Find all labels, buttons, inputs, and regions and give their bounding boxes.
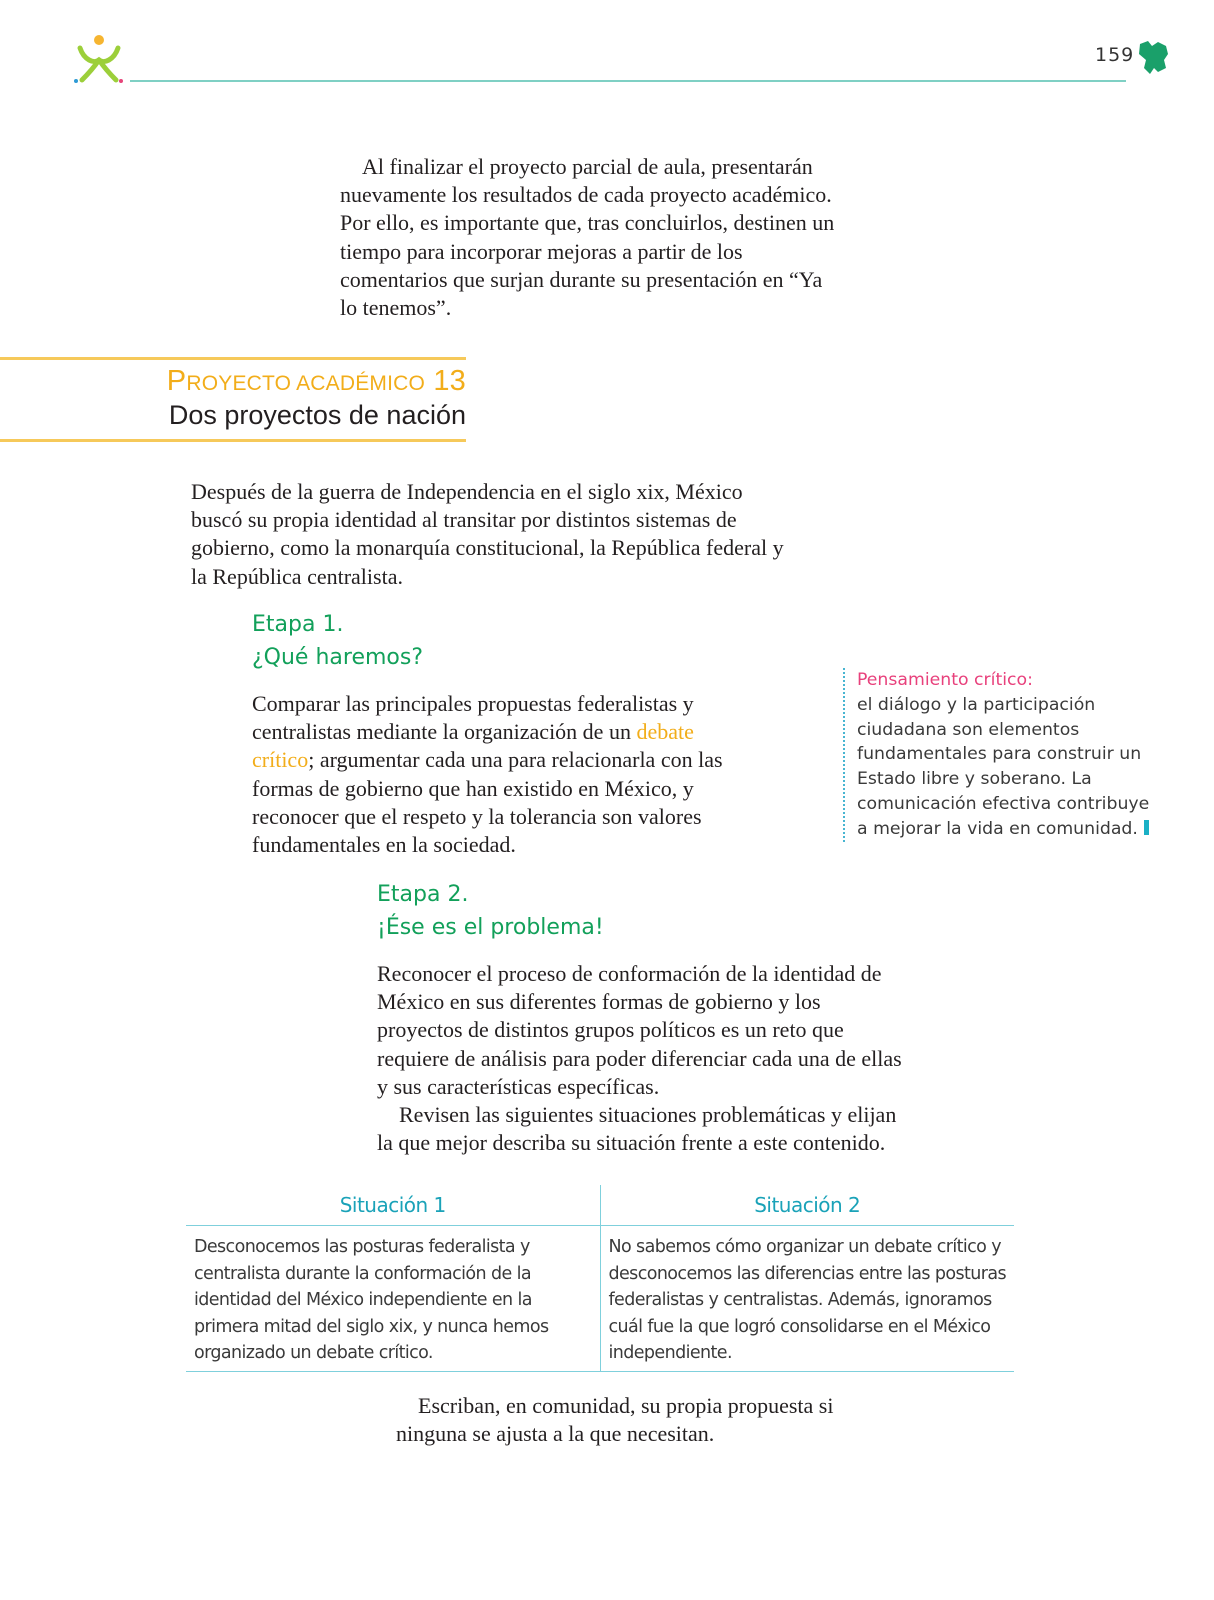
sidebar-body: el diálogo y la participación ciudadana son elementos fundamentales para construir un Estado libre y soberano. La comunicación efectiva contribuye a mejorar la vida en comunidad. — [857, 694, 1150, 839]
situations-table — [186, 1185, 1014, 1372]
stage2-heading — [377, 878, 604, 944]
stage2-label: Etapa 2. — [377, 882, 469, 907]
closing-paragraph: Escriban, en comunidad, su propia propuesta si ninguna se ajusta a la que necesitan. — [396, 1393, 834, 1447]
kicker-initial: P — [166, 365, 187, 397]
intro-paragraph: Al finalizar el proyecto parcial de aula, presentarán nuevamente los resultados de cada proyecto académico. Por ello, es importante que, tras concluirlos, destinen un tiempo para incorporar mejoras a partir de los comentarios que surjan durante su presentación en “Ya lo tenemos”. — [340, 154, 835, 321]
kicker-smallcaps: ROYECTO ACADÉMICO — [186, 372, 426, 395]
community-people-logo-icon — [70, 30, 130, 90]
table-header-row — [186, 1185, 1014, 1226]
situation-1-title: Situación 1 — [186, 1185, 600, 1226]
project-title: Dos proyectos de nación — [168, 400, 466, 430]
stage2-paragraph-2: Revisen las siguientes situaciones problemáticas y elijan la que mejor describa su situación frente a este contenido. — [377, 1102, 897, 1156]
kicker-number: 13 — [433, 365, 466, 397]
stage2-subtitle: ¡Ése es el problema! — [377, 915, 604, 940]
header-divider — [130, 80, 1126, 82]
end-mark-icon — [1144, 820, 1149, 835]
stage1-text-before: Comparar las principales propuestas federalistas y centralistas mediante la organización de un — [252, 691, 694, 745]
green-map-icon — [1136, 38, 1170, 76]
stage2-body — [377, 960, 907, 1157]
project-rule-bottom — [0, 439, 466, 442]
context-paragraph: Después de la guerra de Independencia en el siglo xix, México buscó su propia identidad al transitar por distintos sistemas de gobierno, como la monarquía constitucional, la República federal y la República centralista. — [191, 479, 784, 589]
project-rule-top — [0, 357, 466, 360]
page-number: 159 — [1095, 44, 1135, 66]
stage2-paragraph-1: Reconocer el proceso de conformación de la identidad de México en sus diferentes formas de gobierno y los proyectos de distintos grupos políticos es un reto que requiere de análisis para poder diferenciar cada una de ellas y sus características específicas. — [377, 961, 902, 1099]
table-row — [186, 1226, 1014, 1372]
stage1-paragraph — [252, 690, 742, 859]
situation-2-title: Situación 2 — [600, 1185, 1014, 1226]
debate-critico-link: debate crítico — [252, 719, 694, 773]
critical-thinking-sidebar — [843, 668, 1157, 842]
situation-2-text: No sabemos cómo organizar un debate crítico y desconocemos las diferencias entre las posturas federalistas y centralistas. Además, ignoramos cuál fue la que logró consolidarse en el México independiente. — [600, 1226, 1014, 1372]
project-kicker — [167, 365, 466, 398]
situation-1-text: Desconocemos las posturas federalista y centralista durante la conformación de la identidad del México independiente en la primera mitad del siglo xix, y nunca hemos organizado un debate crítico. — [186, 1226, 600, 1372]
stage1-text-after: ; argumentar cada una para relacionarla con las formas de gobierno que han existido en México, y reconocer que el respeto y la tolerancia son valores fundamentales en la sociedad. — [252, 747, 723, 858]
sidebar-title: Pensamiento crítico: — [857, 670, 1033, 690]
stage1-heading — [252, 608, 423, 674]
stage1-subtitle: ¿Qué haremos? — [252, 645, 424, 670]
stage1-label: Etapa 1. — [252, 612, 344, 637]
